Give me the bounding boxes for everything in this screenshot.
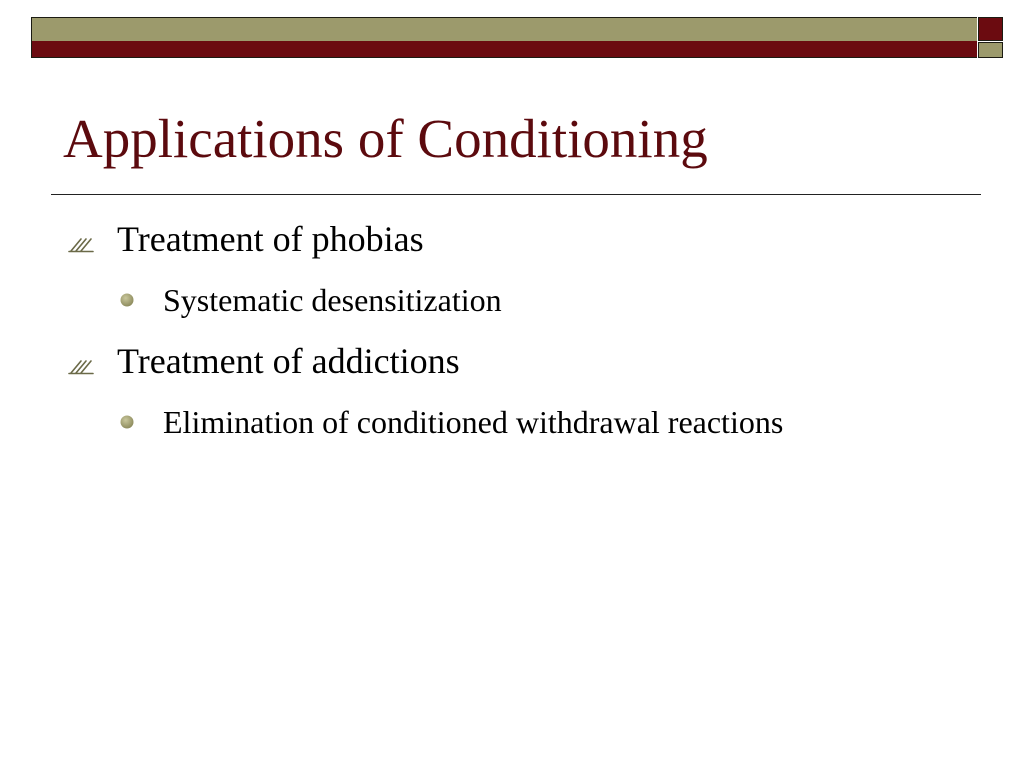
- hatched-bullet-icon: [68, 352, 96, 376]
- header-square-olive: [978, 42, 1003, 58]
- title-divider: [51, 194, 981, 195]
- bullet-item-label: Treatment of phobias: [117, 219, 424, 259]
- hatched-bullet-icon: [68, 230, 96, 254]
- sub-bullet-item-label: Systematic desensitization: [163, 282, 502, 318]
- slide-title: Applications of Conditioning: [63, 108, 708, 169]
- header-band-olive: [31, 17, 977, 41]
- bullet-item-label: Treatment of addictions: [117, 341, 460, 381]
- sub-bullet-item-label: Elimination of conditioned withdrawal reactions: [163, 404, 784, 440]
- round-bullet-icon: [119, 292, 135, 308]
- header-band-maroon: [31, 41, 977, 58]
- round-bullet-icon: [119, 414, 135, 430]
- header-square-maroon: [978, 17, 1003, 41]
